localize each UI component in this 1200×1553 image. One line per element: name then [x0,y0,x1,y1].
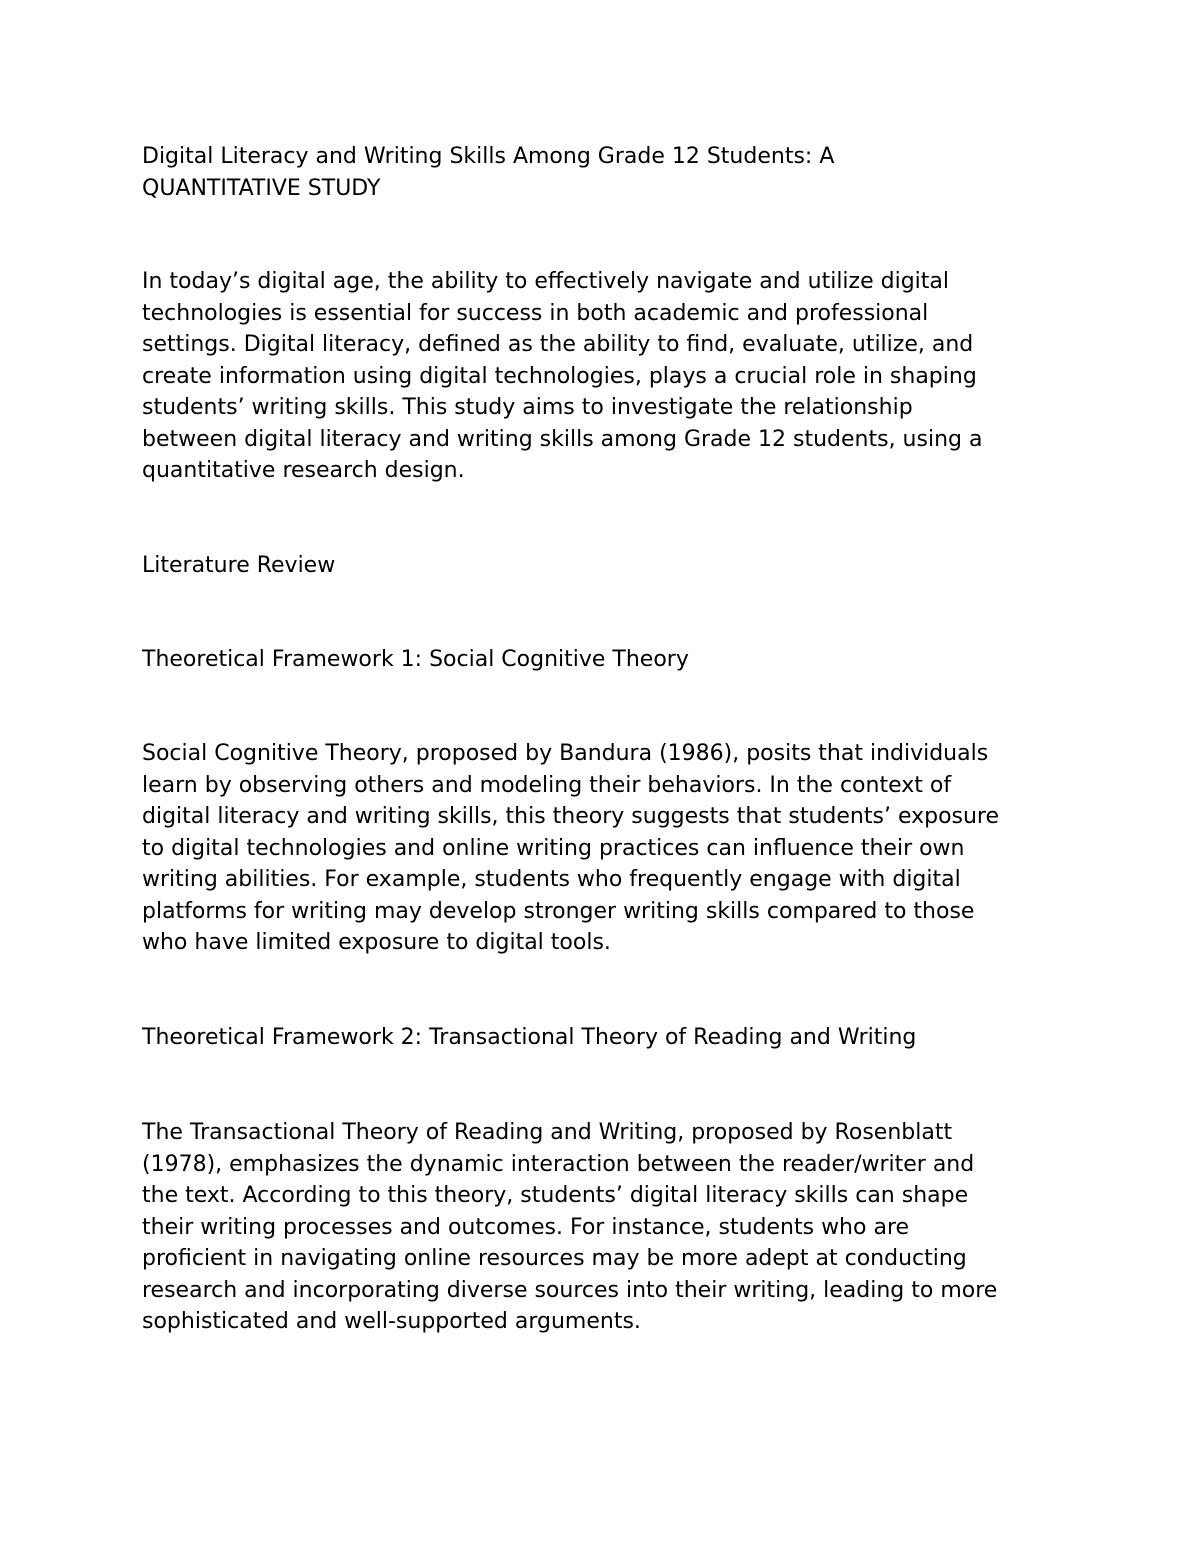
heading-text: Theoretical Framework 1: Social Cognitive Theory [142,647,689,672]
paragraph-line: between digital literacy and writing skills among Grade 12 students, using a [142,426,983,452]
framework-2-heading [142,1022,1082,1054]
paragraph-line: create information using digital technologies, plays a crucial role in shaping [142,363,977,389]
paragraph-line: quantitative research design. [142,458,465,483]
paragraph-line: to digital technologies and online writing practices can influence their own [142,835,965,861]
framework-1-heading [142,644,1082,676]
paragraph-line: The Transactional Theory of Reading and Writing, proposed by Rosenblatt [142,1120,953,1145]
paragraph-line: proficient in navigating online resources may be more adept at conducting [142,1246,967,1271]
paragraph-line: technologies is essential for success in both academic and professional [142,300,929,326]
title-line: QUANTITATIVE STUDY [142,175,381,201]
framework-2-paragraph [142,1117,1082,1338]
heading-text: Literature Review [142,553,336,578]
heading-text: Theoretical Framework 2: Transactional Theory of Reading and Writing [142,1025,917,1050]
literature-review-heading [142,550,1082,582]
paragraph-line: (1978), emphasizes the dynamic interaction between the reader/writer and [142,1151,975,1177]
paragraph-line: digital literacy and writing skills, this theory suggests that students’ exposure [142,804,1000,829]
paragraph-line: writing abilities. For example, students who frequently engage with digital [142,867,961,892]
paragraph-line: their writing processes and outcomes. For instance, students who are [142,1214,910,1240]
paragraph-line: who have limited exposure to digital tools. [142,930,611,955]
paragraph-line: Social Cognitive Theory, proposed by Bandura (1986), posits that individuals [142,741,989,766]
paragraph-line: students’ writing skills. This study aims to investigate the relationship [142,395,913,420]
paragraph-line: settings. Digital literacy, defined as the ability to find, evaluate, utilize, and [142,332,974,357]
paragraph-line: learn by observing others and modeling their behaviors. In the context of [142,772,952,798]
document-title [142,141,1082,204]
paragraph-line: the text. According to this theory, students’ digital literacy skills can shape [142,1183,969,1208]
paragraph-line: research and incorporating diverse sources into their writing, leading to more [142,1277,998,1303]
title-line: Digital Literacy and Writing Skills Among Grade 12 Students: A [142,144,835,169]
paragraph-line: platforms for writing may develop stronger writing skills compared to those [142,898,975,924]
paragraph-line: In today’s digital age, the ability to effectively navigate and utilize digital [142,269,949,294]
intro-paragraph [142,266,1082,487]
framework-1-paragraph [142,738,1082,959]
paragraph-line: sophisticated and well-supported arguments. [142,1309,641,1334]
